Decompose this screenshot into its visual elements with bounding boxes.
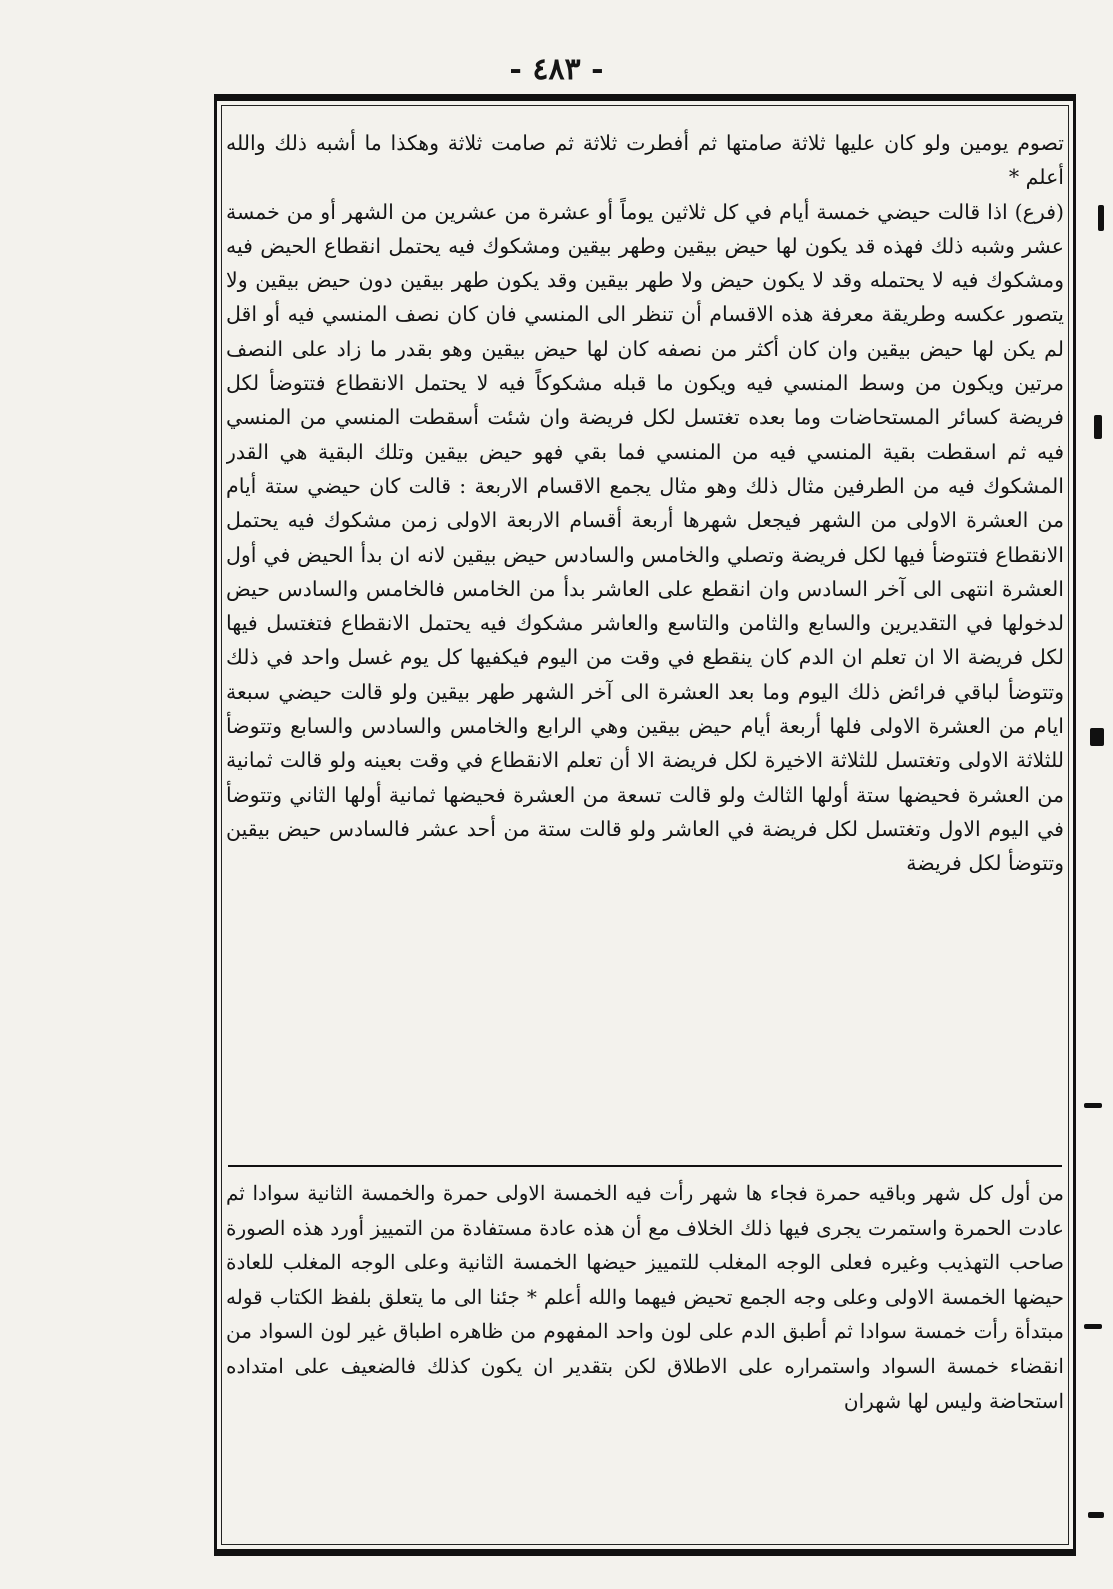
scan-edge-mark xyxy=(1090,728,1104,746)
footnote-divider xyxy=(228,1165,1062,1167)
page-number: - ٤٨٣ - xyxy=(509,52,604,87)
footnote-paragraph: من أول كل شهر وباقيه حمرة فجاء ها شهر رأت فيه الخمسة الاولى حمرة والخمسة الثانية سوادا ثم عادت الحمرة واستمرت يجرى فيها ذلك الخلاف مع أن هذه عادة مستفادة من التمييز أورد هذه الصورة صاحب التهذيب وغيره فعلى الوجه المغلب للتمييز حيضها الخمسة الثانية وعلى الوجه المغلب للعادة حيضها الخمسة الاولى وعلى وجه الجمع تحيض فيهما والله أعلم * جئنا الى ما يتعلق بلفظ الكتاب قوله مبتدأة رأت خمسة سوادا ثم أطبق الدم على لون واحد المفهوم من ظاهره اطباق غير لون السواد من انقضاء خمسة السواد واستمراره على الاطلاق لكن بتقدير ان يكون كذلك فالضعيف على امتداده استحاضة وليس لها شهران xyxy=(226,1181,1064,1413)
scan-edge-mark xyxy=(1084,1103,1102,1108)
scan-edge-mark xyxy=(1084,1324,1102,1329)
paragraph-continuation: تصوم يومين ولو كان عليها ثلاثة صامتها ثم أفطرت ثلاثة ثم صامت ثلاثة وهكذا ما أشبه ذلك والله أعلم * xyxy=(226,131,1064,190)
footnote-block xyxy=(226,1176,1064,1536)
scan-edge-mark xyxy=(1098,205,1104,231)
scan-edge-mark xyxy=(1088,1512,1104,1518)
scan-edge-mark xyxy=(1094,415,1102,439)
main-text-block xyxy=(226,126,1064,1156)
paragraph-far: (فرع) اذا قالت حيضي خمسة أيام في كل ثلاثين يوماً أو عشرة من عشرين من الشهر أو من خمسة عشر وشبه ذلك فهذه قد يكون لها حيض بيقين وطهر بيقين ومشكوك فيه يحتمل انقطاع الحيض فيه ومشكوك فيه لا يحتمله وقد لا يكون حيض ولا طهر بيقين وقد يكون طهر بيقين دون حيض بيقين ولا يتصور عكسه وطريقة معرفة هذه الاقسام أن تنظر الى المنسي فان كان نصف المنسي فيه أو اقل لم يكن لها حيض بيقين وان كان أكثر من نصفه كان لها حيض بيقين وهو بقدر ما زاد على النصف مرتين ويكون من وسط المنسي فيه ويكون ما قبله مشكوكاً فيه لا يحتمل الانقطاع فتتوضأ لكل فريضة كسائر المستحاضات وما بعده تغتسل لكل فريضة وان شئت أسقطت المنسي من المنسي فيه ثم اسقطت بقية المنسي فيه من المنسي فما بقي فهو حيض بيقين وتلك البقية هي القدر المشكوك فيه من الطرفين مثال ذلك وهو مثال يجمع الاقسام الاربعة : قالت كان حيضي ستة أيام من العشرة الاولى من الشهر فيجعل شهرها أربعة أقسام الاربعة الاولى زمن مشكوك فيه يحتمل الانقطاع فتتوضأ فيها لكل فريضة وتصلي والخامس والسادس حيض بيقين لانه ان بدأ الحيض في أول العشرة انتهى الى آخر السادس وان انقطع على العاشر بدأ من الخامس فالخامس والسادس حيض لدخولها في التقديرين والسابع والثامن والتاسع والعاشر مشكوك فيه يحتمل الانقطاع فتغتسل فيها لكل فريضة الا ان تعلم ان الدم كان ينقطع في وقت من اليوم فيكفيها كل يوم غسل واحد في ذلك وتتوضأ لباقي فرائض ذلك اليوم وما بعد العشرة الى آخر الشهر طهر بيقين ولو قالت حيضي سبعة ايام من العشرة الاولى فلها أربعة أيام حيض بيقين وهي الرابع والخامس والسادس والسابع وتتوضأ للثلاثة الاولى وتغتسل للثلاثة الاخيرة لكل فريضة الا أن تعلم الانقطاع في وقت بعينه ولو قالت ثمانية من العشرة فحيضها ستة أولها الثالث ولو قالت تسعة من العشرة فحيضها ثمانية أولها الثاني وتتوضأ في اليوم الاول وتغتسل لكل فريضة في العاشر ولو قالت ستة من أحد عشر فالسادس حيض بيقين وتتوضأ لكل فريضة xyxy=(226,199,1064,876)
